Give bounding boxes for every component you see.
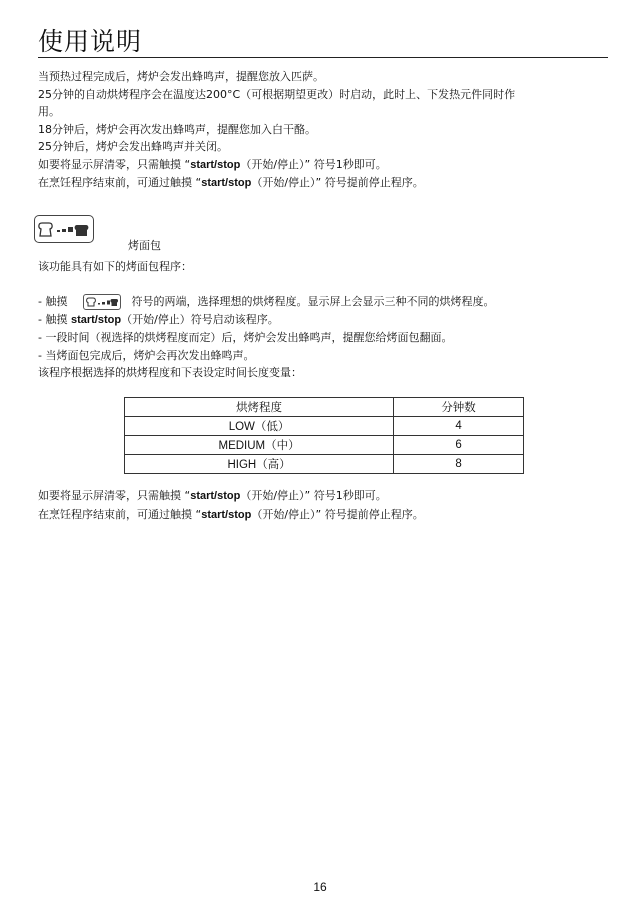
table-cell: 6 xyxy=(394,436,524,455)
toast-bullets xyxy=(38,293,608,382)
text: （开始/停止）” 符号1秒即可。 xyxy=(240,489,387,502)
text: （开始/停止）符号启动该程序。 xyxy=(121,312,279,326)
text: - 触摸 xyxy=(38,312,71,326)
text: （开始/停止）” 符号1秒即可。 xyxy=(240,157,387,171)
text: 如要将显示屏清零，只需触摸 “ xyxy=(38,489,191,502)
table-intro: 该程序根据选择的烘烤程度和下表设定时间长度变量： xyxy=(38,366,302,379)
start-stop-key: start/stop xyxy=(190,158,241,171)
title-divider xyxy=(38,57,608,58)
intro-line: 25分钟的自动烘烤程序会在温度达200°C（可根据期望更改）时启动，此时上、下发热元件同时作 xyxy=(38,87,516,101)
intro-line: 当预热过程完成后，烤炉会发出蜂鸣声，提醒您放入匹萨。 xyxy=(38,70,324,83)
toast-heading: 烤面包 xyxy=(128,239,161,252)
table-row xyxy=(125,436,524,455)
start-stop-key: start/stop xyxy=(201,508,252,521)
toast-intro-text: 该功能具有如下的烤面包程序： xyxy=(38,260,192,273)
bullet-finished: - 当烤面包完成后，烤炉会再次发出蜂鸣声。 xyxy=(38,348,255,362)
text: （开始/停止）” 符号提前停止程序。 xyxy=(251,507,424,521)
text: 符号的两端，选择理想的烘烤程度。显示屏上会显示三种不同的烘烤程度。 xyxy=(131,295,495,308)
text: - 触摸 xyxy=(38,295,68,308)
clear-display-instruction xyxy=(38,487,608,506)
toast-program-icon xyxy=(34,215,94,243)
stop-program-instruction xyxy=(38,506,608,525)
clear-display-instruction xyxy=(38,156,608,175)
intro-line: 25分钟后，烤炉会发出蜂鸣声并关闭。 xyxy=(38,140,228,153)
table-cell: MEDIUM（中） xyxy=(125,436,394,455)
bullet-select-level xyxy=(38,293,608,311)
toast-description xyxy=(38,258,608,276)
table-cell: 8 xyxy=(394,455,524,474)
intro-section xyxy=(38,68,608,193)
start-stop-key: start/stop xyxy=(190,490,241,502)
start-stop-key: start/stop xyxy=(201,177,252,189)
table-cell: HIGH（高） xyxy=(125,455,394,474)
toast-footer-instructions xyxy=(38,487,608,524)
page-title: 使用说明 xyxy=(38,27,143,56)
bullet-turn-bread: - 一段时间（视选择的烘烤程度而定）后，烤炉会发出蜂鸣声，提醒您给烤面包翻面。 xyxy=(38,331,453,344)
table-row xyxy=(125,417,524,436)
toast-level-table xyxy=(124,397,524,474)
table-cell: LOW（低） xyxy=(125,417,394,436)
table-row xyxy=(125,455,524,474)
start-stop-key: start/stop xyxy=(70,313,122,326)
stop-program-instruction xyxy=(38,174,608,193)
table-header: 分钟数 xyxy=(394,398,524,417)
text: 在烹饪程序结束前，可通过触摸 “ xyxy=(38,507,202,521)
table-cell: 4 xyxy=(394,417,524,436)
table-header-row xyxy=(125,398,524,417)
text: 在烹饪程序结束前，可通过触摸 “ xyxy=(38,176,202,189)
intro-line: 用。 xyxy=(38,105,60,118)
bullet-start-program xyxy=(38,311,608,330)
text: 如要将显示屏清零，只需触摸 “ xyxy=(38,157,191,171)
toast-level-icon xyxy=(83,294,121,310)
text: （开始/停止）” 符号提前停止程序。 xyxy=(251,176,424,189)
page-number: 16 xyxy=(313,880,327,894)
table-header: 烘烤程度 xyxy=(125,398,394,417)
intro-line: 18分钟后，烤炉会再次发出蜂鸣声，提醒您加入白干酪。 xyxy=(38,122,316,136)
